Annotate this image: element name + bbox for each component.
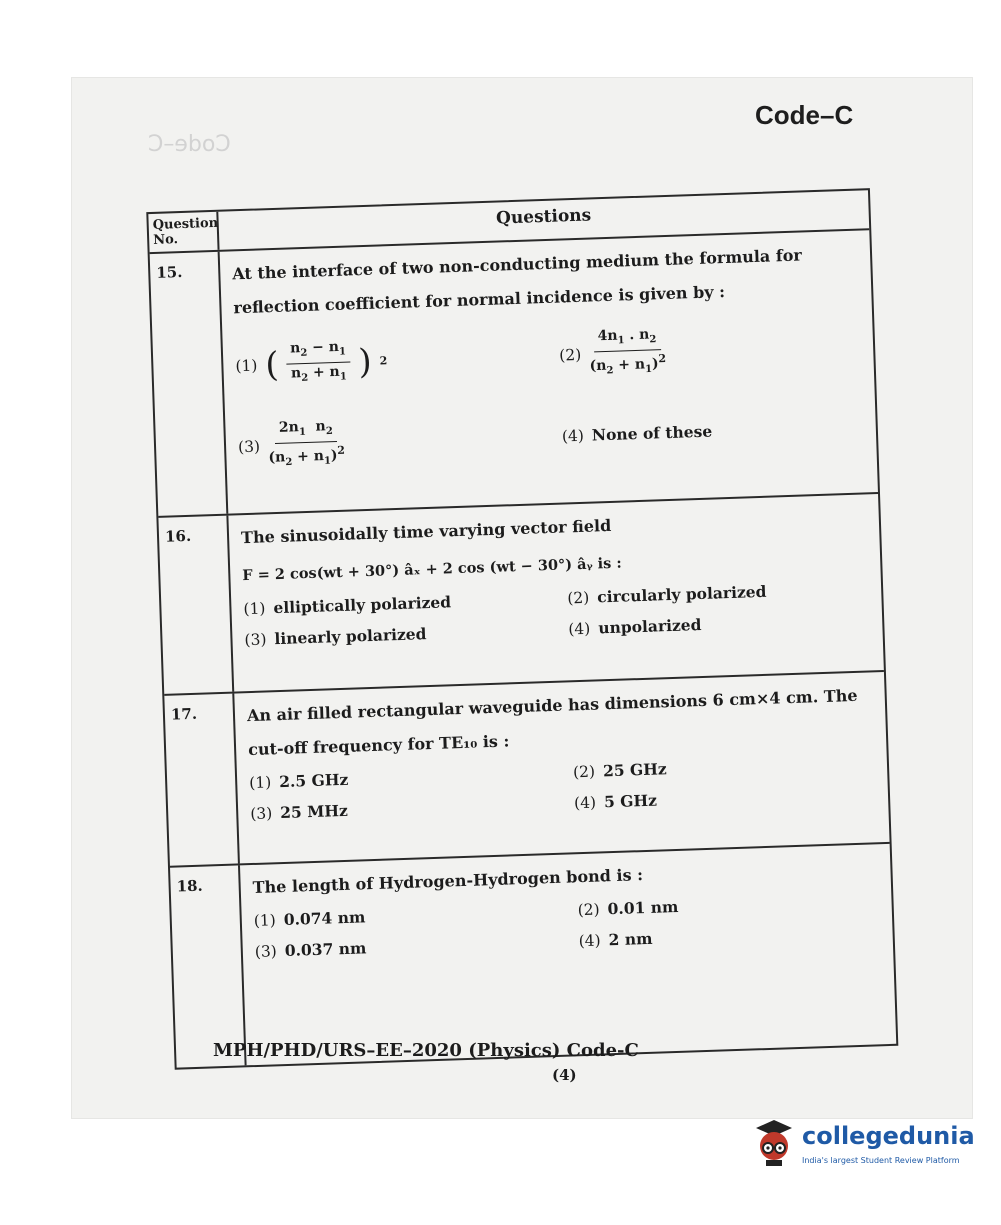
option-3: (3) linearly polarized xyxy=(244,624,427,649)
question-number: 17. xyxy=(164,694,240,866)
option-3: (3) $\frac{2n_1 n_2}{(n_2 + n_1)^2}$ xyxy=(237,418,346,469)
question-number: 18. xyxy=(170,865,247,1067)
question-stem-formula: F = 2 cos(wt + 30°) âₓ + 2 cos (wt − 30°) âᵧ is : xyxy=(242,554,622,585)
option-3: (3) 25 MHz xyxy=(249,800,349,823)
option-4: (4) 2 nm xyxy=(578,928,653,950)
option-2: (2) $\frac{4n_1 . n_2}{(n_2 + n_1)^2}$ xyxy=(558,326,667,377)
option-2: (2) 0.01 nm xyxy=(577,896,679,919)
brand-name: collegedunia xyxy=(802,1122,975,1150)
header-questions: Questions xyxy=(495,205,592,229)
question-stem: At the interface of two non-conducting medium the formula for reflection coefficient for normal incidence is given by : xyxy=(232,245,803,318)
question-16 xyxy=(158,492,884,694)
question-17 xyxy=(164,670,889,866)
question-stem: An air filled rectangular waveguide has dimensions 6 cm×4 cm. The cut-off frequency for TE₁₀ is : xyxy=(246,685,858,760)
question-stem: The sinusoidally time varying vector field xyxy=(240,515,612,548)
brand-logo[interactable] xyxy=(752,1116,975,1176)
question-15 xyxy=(150,228,878,516)
option-4: (4) 5 GHz xyxy=(573,790,658,812)
option-2: (2) 25 GHz xyxy=(572,759,667,781)
page-number: (4) xyxy=(552,1066,577,1084)
option-1: (1) 0.074 nm xyxy=(253,907,366,930)
question-number: 16. xyxy=(158,516,234,694)
option-1: (1) 2.5 GHz xyxy=(248,769,349,792)
ghost-code-mirror: Code–C xyxy=(148,132,231,157)
question-stem: The length of Hydrogen-Hydrogen bond is : xyxy=(252,865,644,898)
paper-footer-title: MPH/PHD/URS–EE–2020 (Physics) Code-C xyxy=(213,1040,639,1061)
header-question-no: Question No. xyxy=(148,212,219,252)
option-3: (3) 0.037 nm xyxy=(254,938,367,961)
option-4: (4) unpolarized xyxy=(568,614,702,638)
option-1: (1) ( $\frac{n_2 - n_1}{n_2 + n_1}$ ) 2 xyxy=(235,339,388,385)
option-4: (4) None of these xyxy=(561,421,713,446)
brand-tagline: India's largest Student Review Platform xyxy=(802,1156,960,1165)
question-18 xyxy=(170,842,896,1068)
question-number: 15. xyxy=(150,252,229,516)
question-table xyxy=(146,188,898,1070)
paper-code: Code–C xyxy=(755,100,854,130)
option-2: (2) circularly polarized xyxy=(566,581,767,607)
option-1: (1) elliptically polarized xyxy=(243,592,452,618)
graduate-mascot-icon xyxy=(752,1116,796,1172)
